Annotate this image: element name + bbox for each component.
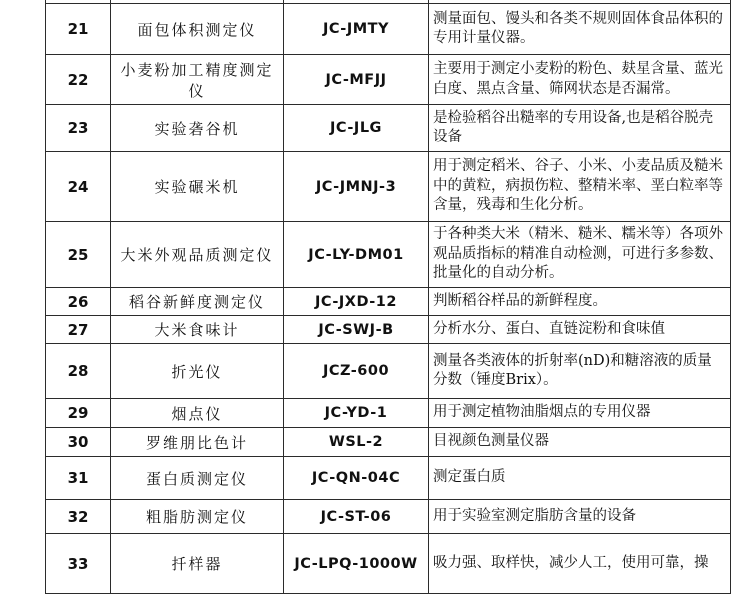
instrument-name: 稻谷新鲜度测定仪 [111, 288, 284, 315]
description: 用于测定植物油脂烟点的专用仪器 [429, 399, 731, 427]
instrument-name: 折光仪 [111, 344, 284, 398]
table-row [46, 344, 731, 399]
table-row [46, 105, 731, 152]
row-number: 32 [46, 500, 111, 533]
model-number: JC-QN-04C [284, 457, 429, 499]
model-number: JC-JMNJ-3 [284, 152, 429, 221]
model-number: JC-LY-DM01 [284, 222, 429, 287]
table-row [46, 222, 731, 288]
model-number: JC-JXD-12 [284, 288, 429, 315]
row-number: 26 [46, 288, 111, 315]
table-row [46, 534, 731, 594]
row-number: 22 [46, 55, 111, 104]
instrument-name: 扦样器 [111, 534, 284, 593]
description: 于各种类大米（精米、糙米、糯米等）各项外观品质指标的精准自动检测，可进行多参数、批量化的自动分析。 [429, 222, 731, 287]
model-number: WSL-2 [284, 428, 429, 456]
row-number: 29 [46, 399, 111, 427]
model-number: JC-SWJ-B [284, 316, 429, 343]
model-number: JC-YD-1 [284, 399, 429, 427]
description: 目视颜色测量仪器 [429, 428, 731, 456]
table-row [46, 152, 731, 222]
model-cell [284, 0, 429, 3]
row-number: 23 [46, 105, 111, 151]
row-number: 24 [46, 152, 111, 221]
model-number: JC-LPQ-1000W [284, 534, 429, 593]
instrument-name: 实验碾米机 [111, 152, 284, 221]
row-number: 25 [46, 222, 111, 287]
table-row [46, 316, 731, 344]
row-number: 33 [46, 534, 111, 593]
row-number: 21 [46, 4, 111, 54]
instrument-name: 实验砻谷机 [111, 105, 284, 151]
instrument-name: 罗维朋比色计 [111, 428, 284, 456]
description: 判断稻谷样品的新鲜程度。 [429, 288, 731, 315]
table-row [46, 500, 731, 534]
description: 用于测定稻米、谷子、小米、小麦品质及糙米中的黄粒，病损伤粒、整精米率、垩白粒率等含量，残毒和生化分析。 [429, 152, 731, 221]
instrument-name-cell [111, 0, 284, 3]
instrument-name: 面包体积测定仪 [111, 4, 284, 54]
instrument-name: 大米食味计 [111, 316, 284, 343]
row-number: 30 [46, 428, 111, 456]
instrument-name: 烟点仪 [111, 399, 284, 427]
description: 分析水分、蛋白、直链淀粉和食味值 [429, 316, 731, 343]
instrument-name: 小麦粉加工精度测定仪 [111, 55, 284, 104]
description: 测量面包、馒头和各类不规则固体食品体积的专用计量仪器。 [429, 4, 731, 54]
description: 用于实验室测定脂肪含量的设备 [429, 500, 731, 533]
instrument-name: 蛋白质测定仪 [111, 457, 284, 499]
table-row [46, 55, 731, 105]
row-number: 28 [46, 344, 111, 398]
model-number: JC-JMTY [284, 4, 429, 54]
instrument-name: 大米外观品质测定仪 [111, 222, 284, 287]
description: 测量各类液体的折射率(nD)和糖溶液的质量分数（锤度Brix）。 [429, 344, 731, 398]
table-row [46, 4, 731, 55]
model-number: JCZ-600 [284, 344, 429, 398]
table-row [46, 399, 731, 428]
description: 主要用于测定小麦粉的粉色、麸星含量、蓝光白度、黑点含量、筛网状态是否漏常。 [429, 55, 731, 104]
table-row [46, 288, 731, 316]
model-number: JC-MFJJ [284, 55, 429, 104]
table-row [46, 457, 731, 500]
instrument-name: 粗脂肪测定仪 [111, 500, 284, 533]
table-row [46, 428, 731, 457]
row-number: 31 [46, 457, 111, 499]
description: 是检验稻谷出糙率的专用设备,也是稻谷脱壳设备 [429, 105, 731, 151]
model-number: JC-ST-06 [284, 500, 429, 533]
description: 吸力强、取样快，减少人工，使用可靠，操 [429, 534, 731, 593]
table-body [46, 4, 731, 594]
model-number: JC-JLG [284, 105, 429, 151]
row-number-cell [46, 0, 111, 3]
instrument-table [45, 0, 731, 594]
row-number: 27 [46, 316, 111, 343]
description: 测定蛋白质 [429, 457, 731, 499]
